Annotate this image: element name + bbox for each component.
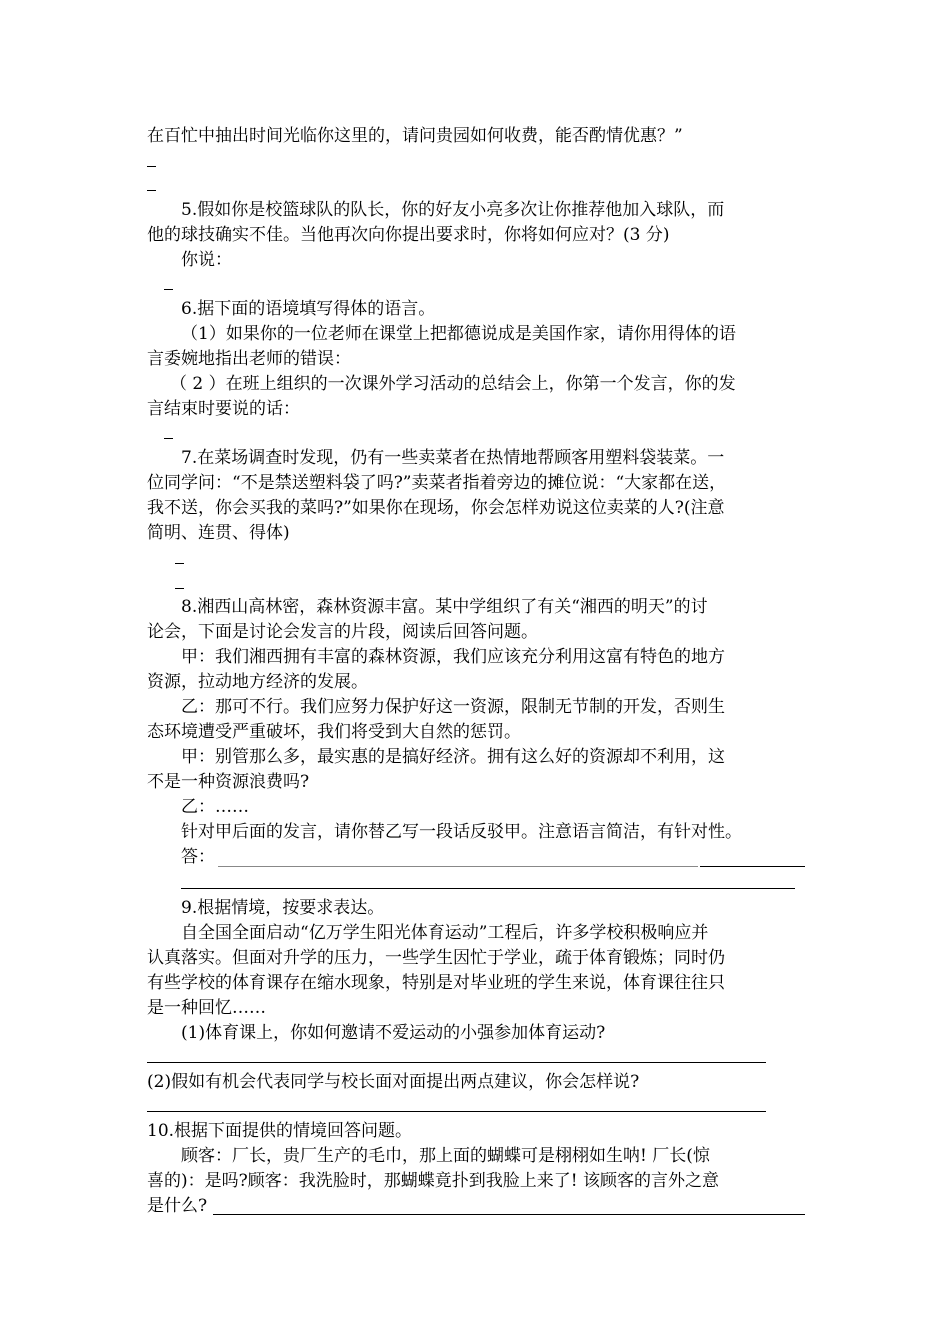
q9-subquestion-1: (1)体育课上，你如何邀请不爱运动的小强参加体育运动? bbox=[181, 1023, 606, 1043]
q9-title: 9.根据情境，按要求表达。 bbox=[181, 898, 385, 918]
answer-blank bbox=[147, 190, 156, 191]
q7-text: 简明、连贯、得体) bbox=[147, 523, 290, 543]
q10-title: 10.根据下面提供的情境回答问题。 bbox=[147, 1121, 413, 1141]
q8-speaker-jia: 甲：我们湘西拥有丰富的森林资源，我们应该充分利用这富有特色的地方 bbox=[181, 647, 725, 667]
q5-prompt: 你说： bbox=[181, 250, 232, 270]
q7-text: 位同学问：“不是禁送塑料袋了吗?”卖菜者指着旁边的摊位说：“大家都在送， bbox=[147, 473, 727, 493]
answer-line bbox=[147, 1062, 766, 1063]
answer-line bbox=[700, 866, 805, 867]
answer-blank bbox=[164, 289, 173, 290]
q6-title: 6.据下面的语境填写得体的语言。 bbox=[181, 299, 436, 319]
answer-blank bbox=[175, 588, 184, 589]
q9-passage: 有些学校的体育课存在缩水现象，特别是对毕业班的学生来说，体育课往往只 bbox=[147, 973, 725, 993]
q8-speaker-yi: 态环境遭受严重破坏，我们将受到大自然的惩罚。 bbox=[147, 722, 521, 742]
q9-passage: 自全国全面启动“亿万学生阳光体育运动”工程后，许多学校积极响应并 bbox=[181, 923, 709, 943]
q8-speaker-yi: 乙：那可不行。我们应努力保护好这一资源，限制无节制的开发，否则生 bbox=[181, 697, 725, 717]
q6-item-2: （ 2 ）在班上组织的一次课外学习活动的总结会上，你第一个发言，你的发 bbox=[170, 374, 736, 394]
q6-item-1: 言委婉地指出老师的错误： bbox=[147, 349, 351, 369]
q8-task: 针对甲后面的发言，请你替乙写一段话反驳甲。注意语言简洁，有针对性。 bbox=[181, 822, 742, 842]
q8-text: 论会，下面是讨论会发言的片段，阅读后回答问题。 bbox=[147, 622, 538, 642]
q5-text: 5.假如你是校篮球队的队长，你的好友小亮多次让你推荐他加入球队，而 bbox=[181, 200, 725, 220]
q6-item-2: 言结束时要说的话： bbox=[147, 399, 300, 419]
q8-speaker-yi: 乙：…… bbox=[181, 797, 249, 817]
q8-speaker-jia: 甲：别管那么多，最实惠的是搞好经济。拥有这么好的资源却不利用，这 bbox=[181, 747, 725, 767]
q6-item-1: （1）如果你的一位老师在课堂上把都德说成是美国作家，请你用得体的语 bbox=[181, 324, 736, 344]
q9-passage: 是一种回忆…… bbox=[147, 998, 266, 1018]
q8-answer-label: 答： bbox=[181, 847, 215, 867]
q10-text: 喜的)：是吗?顾客：我洗脸时，那蝴蝶竟扑到我脸上来了! 该顾客的言外之意 bbox=[147, 1171, 719, 1191]
q5-text: 他的球技确实不佳。当他再次向你提出要求时，你将如何应对？(3 分) bbox=[147, 225, 670, 245]
q9-subquestion-2: (2)假如有机会代表同学与校长面对面提出两点建议，你会怎样说? bbox=[147, 1072, 640, 1092]
answer-blank bbox=[164, 438, 173, 439]
q8-speaker-jia: 不是一种资源浪费吗? bbox=[147, 772, 310, 792]
q7-text: 7.在菜场调查时发现，仍有一些卖菜者在热情地帮顾客用塑料袋装菜。一 bbox=[181, 448, 725, 468]
intro-line: 在百忙中抽出时间光临你这里的，请问贵园如何收费，能否酌情优惠？” bbox=[147, 126, 683, 146]
answer-blank bbox=[175, 563, 184, 564]
answer-line bbox=[147, 1111, 766, 1112]
q10-text: 顾客：厂长，贵厂生产的毛巾，那上面的蝴蝶可是栩栩如生呐! 厂长(惊 bbox=[181, 1146, 710, 1166]
answer-line bbox=[218, 866, 698, 867]
answer-line bbox=[181, 888, 795, 889]
answer-blank bbox=[147, 166, 156, 167]
q10-text: 是什么? bbox=[147, 1196, 208, 1216]
q8-speaker-jia: 资源，拉动地方经济的发展。 bbox=[147, 672, 368, 692]
answer-line bbox=[213, 1214, 805, 1215]
q9-passage: 认真落实。但面对升学的压力，一些学生因忙于学业，疏于体育锻炼；同时仍 bbox=[147, 948, 725, 968]
q8-text: 8.湘西山高林密，森林资源丰富。某中学组织了有关“湘西的明天”的讨 bbox=[181, 597, 708, 617]
q7-text: 我不送，你会买我的菜吗?”如果你在现场，你会怎样劝说这位卖菜的人?(注意 bbox=[147, 498, 725, 518]
